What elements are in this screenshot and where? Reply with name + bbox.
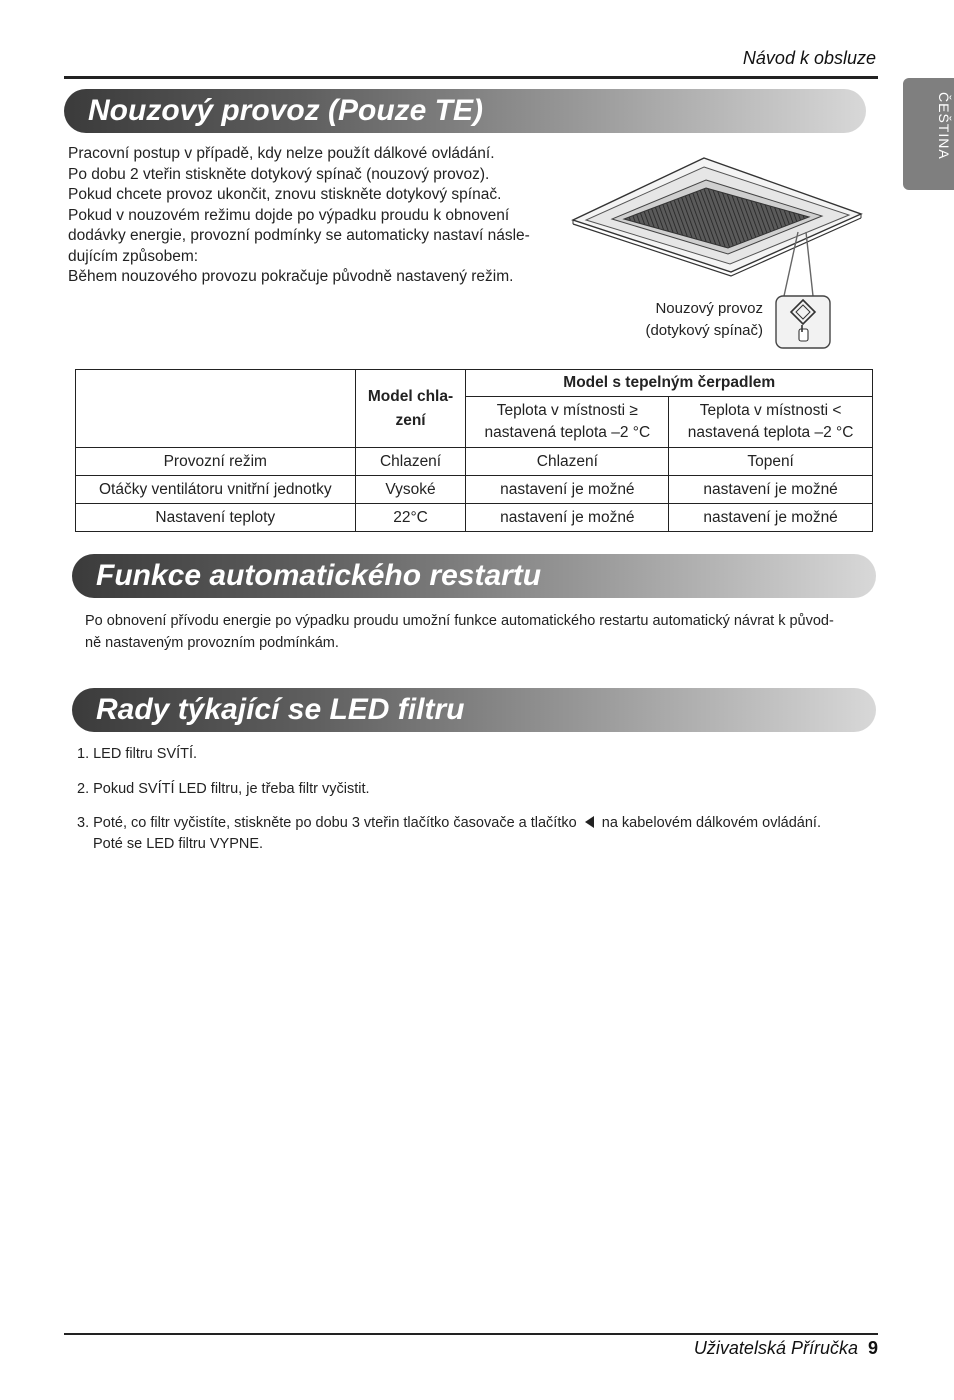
cell-lt: nastavení je možné xyxy=(669,504,873,532)
paragraph-line: Během nouzového provozu pokračuje původně nastavený režim. xyxy=(68,268,514,285)
table-row xyxy=(76,504,873,532)
caption-line: Nouzový provoz xyxy=(655,300,763,317)
header-line: nastavená teplota –2 °C xyxy=(484,424,651,441)
header-cooling-model xyxy=(355,370,466,448)
footer-rule xyxy=(64,1333,878,1335)
cell-ge: nastavení je možné xyxy=(466,476,669,504)
cell-ge: nastavení je možné xyxy=(466,504,669,532)
section-title-led-filter: Rady týkající se LED filtru xyxy=(72,688,876,732)
paragraph-line: dodávky energie, provozní podmínky se automaticky nastaví násle- xyxy=(68,227,530,244)
row-label: Otáčky ventilátoru vnitřní jednotky xyxy=(76,476,356,504)
footer xyxy=(694,1338,878,1359)
header-rule xyxy=(64,76,878,79)
header-temp-lt xyxy=(669,397,873,448)
operation-table xyxy=(75,369,873,532)
section-title-emergency: Nouzový provoz (Pouze TE) xyxy=(64,89,866,133)
header-line: nastavená teplota –2 °C xyxy=(687,424,854,441)
row-label: Nastavení teploty xyxy=(76,504,356,532)
header-line: Teplota v místnosti < xyxy=(699,402,842,419)
paragraph-line: Po dobu 2 vteřin stiskněte dotykový spínač (nouzový provoz). xyxy=(68,165,490,183)
paragraph-line: Pracovní postup v případě, kdy nelze použít dálkové ovládání. xyxy=(68,145,495,162)
caption-line: (dotykový spínač) xyxy=(645,322,763,339)
page-number: 9 xyxy=(867,1338,878,1358)
list-item: 2. Pokud SVÍTÍ LED filtru, je třeba filtr vyčistit. xyxy=(77,781,370,797)
table-corner-cell xyxy=(76,370,356,448)
list-item-text: na kabelovém dálkovém ovládání. xyxy=(601,815,821,831)
left-triangle-icon xyxy=(585,816,594,828)
header-line: Teplota v místnosti ≥ xyxy=(496,402,638,419)
language-tab xyxy=(903,78,954,190)
cell-lt: nastavení je možné xyxy=(669,476,873,504)
header-heat-pump-model: Model s tepelným čerpadlem xyxy=(466,370,873,397)
emergency-paragraph xyxy=(68,144,530,288)
header-line: zení xyxy=(395,411,426,429)
list-item xyxy=(77,813,821,855)
paragraph-line: Pokud v nouzovém režimu dojde po výpadku proudu k obnovení xyxy=(68,206,510,224)
section-title-auto-restart: Funkce automatického restartu xyxy=(72,554,876,598)
header-line: Model chla- xyxy=(367,387,454,405)
row-label: Provozní režim xyxy=(76,448,356,476)
list-item: 1. LED filtru SVÍTÍ. xyxy=(77,746,198,762)
paragraph-line: Po obnovení přívodu energie po výpadku proudu umožní funkce automatického restartu automatický návrat k původ- xyxy=(85,613,834,629)
list-item-text: Poté se LED filtru VYPNE. xyxy=(93,836,264,852)
header-title: Návod k obsluze xyxy=(742,48,876,68)
paragraph-line: dujícím způsobem: xyxy=(68,247,199,265)
paragraph-line: Pokud chcete provoz ukončit, znovu stiskněte dotykový spínač. xyxy=(68,186,502,203)
cell-cooling: Chlazení xyxy=(355,448,466,476)
cell-cooling: Vysoké xyxy=(355,476,466,504)
footer-title: Uživatelská Příručka xyxy=(693,1338,858,1358)
restart-paragraph xyxy=(85,610,834,654)
paragraph-line: ně nastaveným provozním podmínkám. xyxy=(85,635,339,651)
language-tab-label: ČEŠTINA xyxy=(936,92,952,160)
figure-caption xyxy=(600,298,763,342)
table-row xyxy=(76,448,873,476)
table-row xyxy=(76,476,873,504)
cell-lt: Topení xyxy=(669,448,873,476)
cell-cooling: 22°C xyxy=(355,504,466,532)
header-temp-ge xyxy=(466,397,669,448)
list-item-text: 3. Poté, co filtr vyčistíte, stiskněte po dobu 3 vteřin tlačítko časovače a tlačítko xyxy=(77,815,577,831)
cell-ge: Chlazení xyxy=(466,448,669,476)
